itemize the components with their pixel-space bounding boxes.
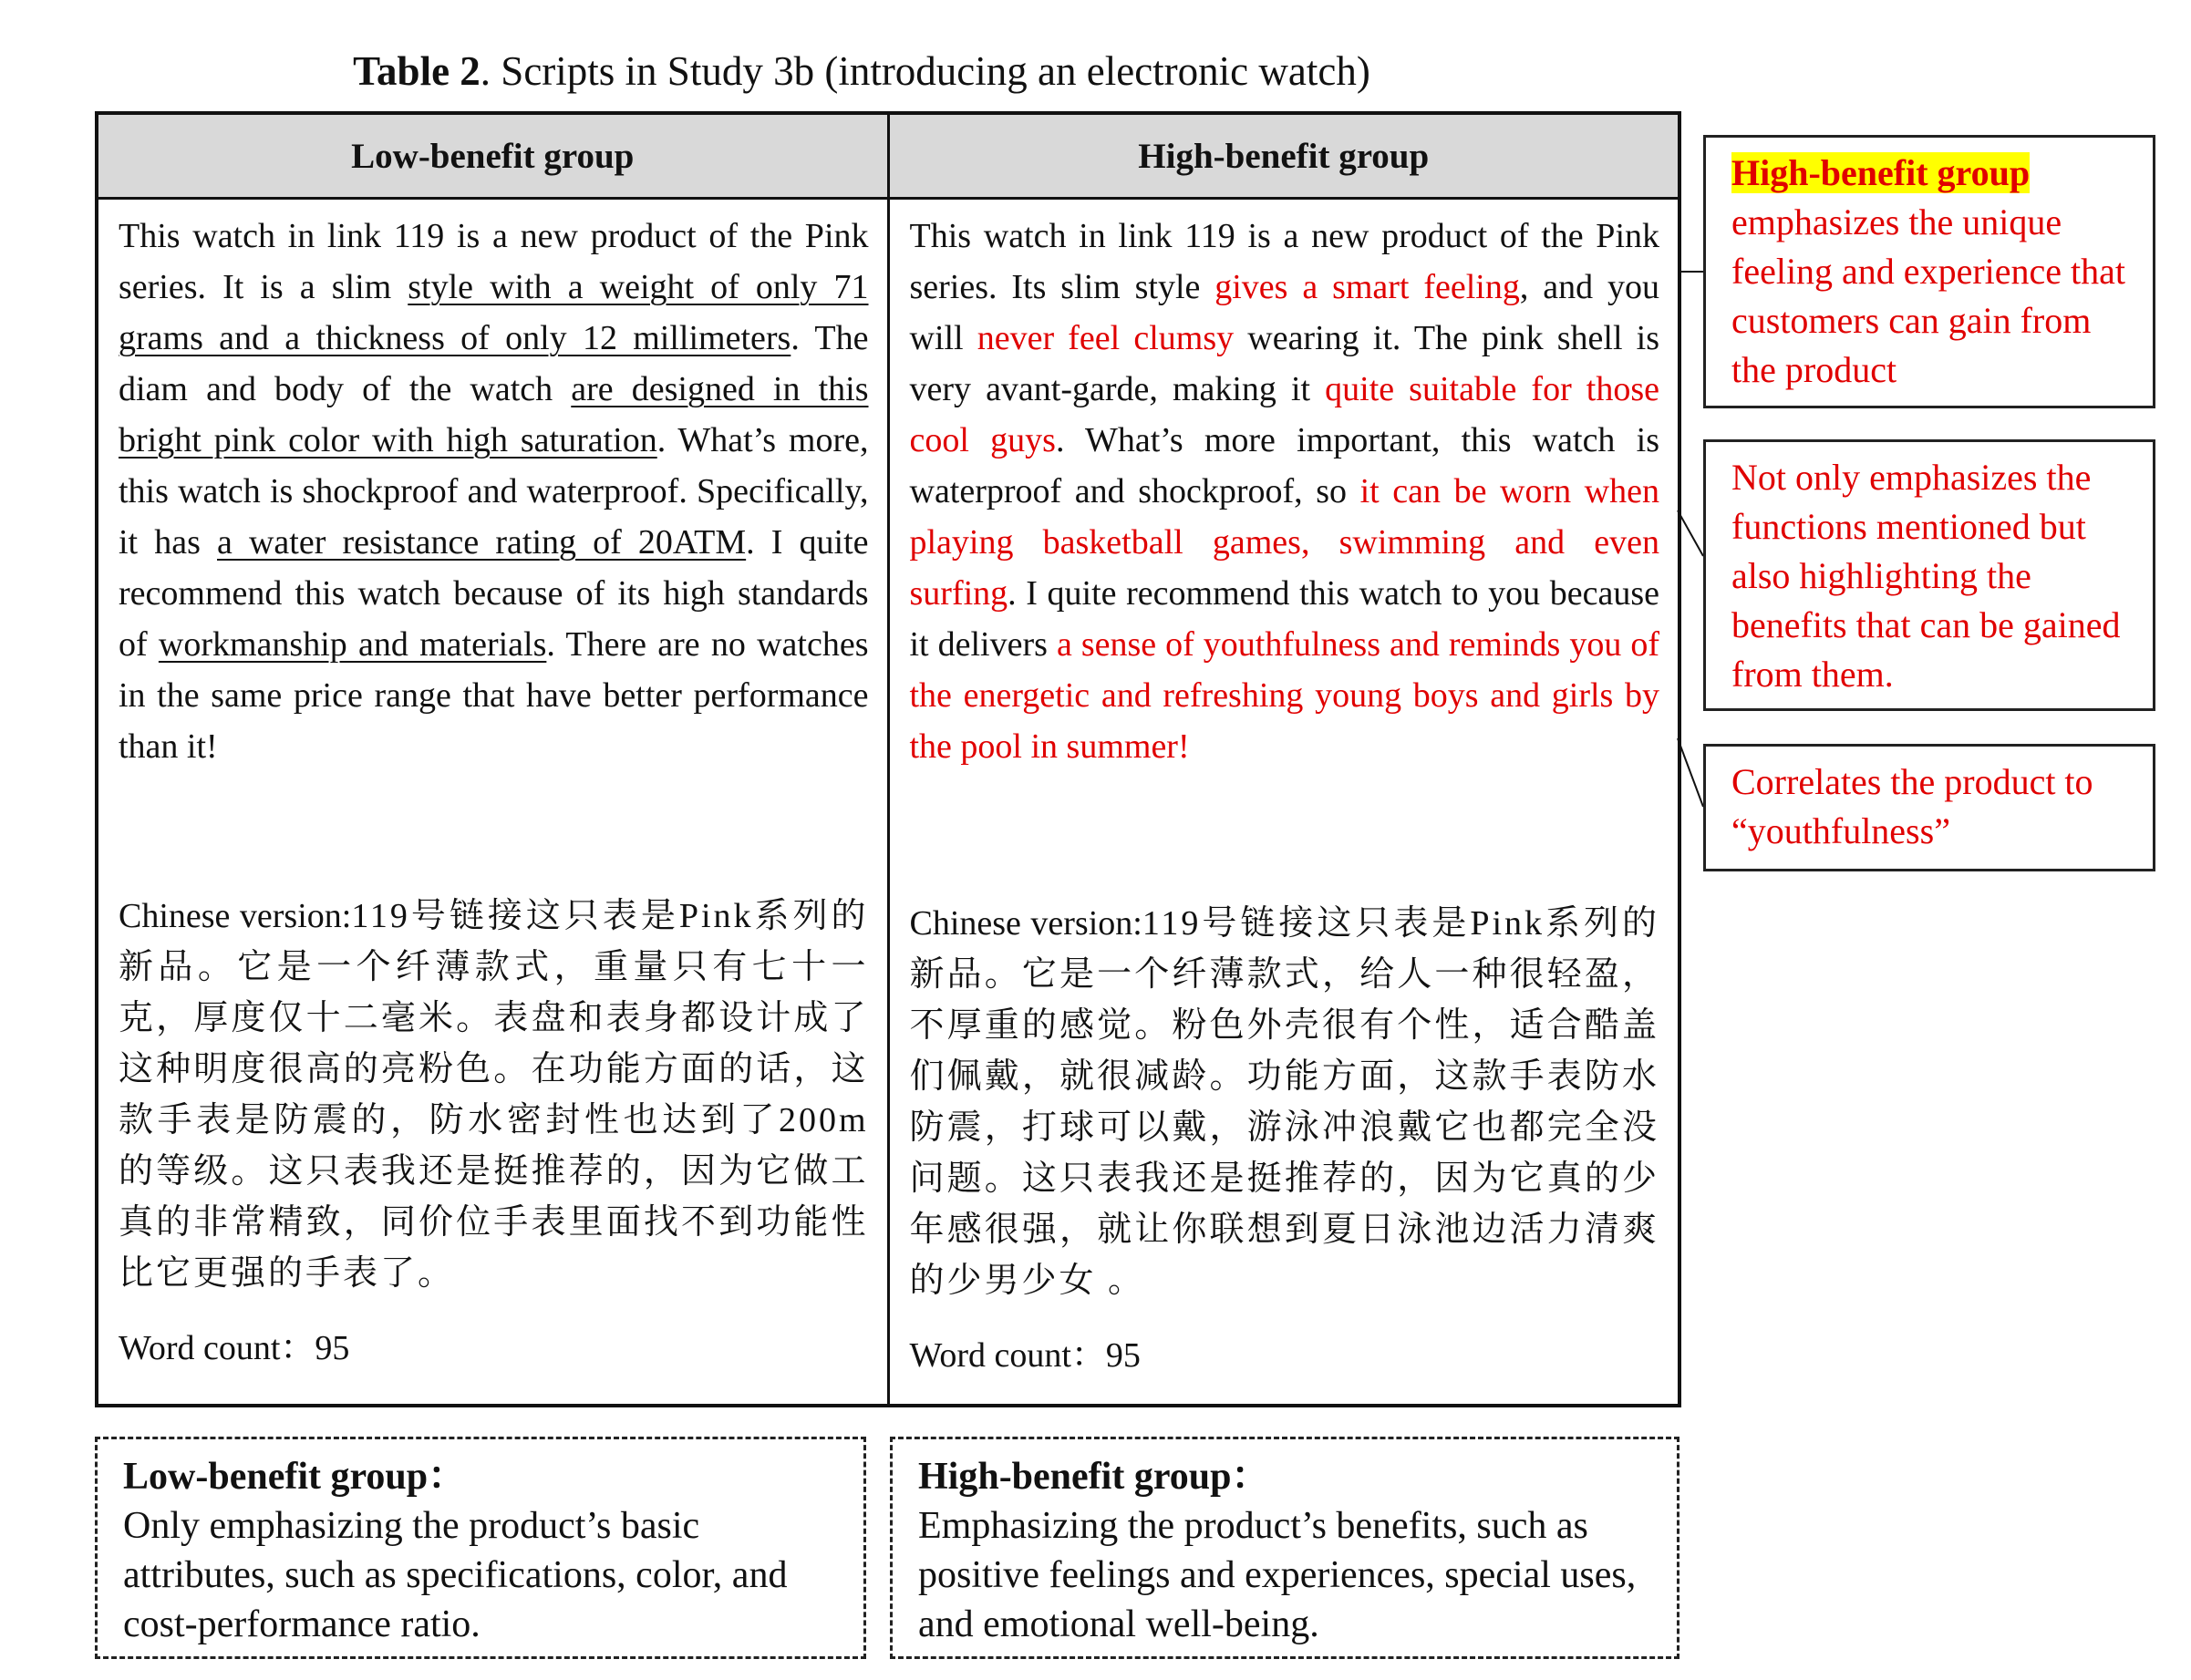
high-cn-text: 119号链接这只表是Pink系列的新品。它是一个纤薄款式，给人一种很轻盈，不厚重的感觉。粉色外壳很有个性，适合酷盖们佩戴，就很减龄。功能方面，这款手表防水防震，打球可以戴，游泳冲浪戴它也都完全没问题。这只表我还是挺推荐的，因为它真的少年感很强，就让你联想到夏日泳池边活力清爽的少男少女 。 [909, 904, 1659, 1300]
script-text: . There are no watches in the same price range that have better performance than it! [119, 625, 869, 766]
summary-high-text: Emphasizing the product’s benefits, such as positive feelings and experiences, special uses, and emotional well-being. [918, 1505, 1637, 1645]
note-3-text: Correlates the product to “youthfulness” [1731, 761, 2093, 851]
script-text: . I quite recommend this watch to you because it delivers [909, 574, 1659, 664]
script-text: This watch in link 119 is a new product of the Pink series. It is a slim [119, 217, 869, 306]
benefit-phrase: never feel clumsy [977, 319, 1235, 357]
script-text: . I quite recommend this watch because of its high standards of [119, 523, 869, 664]
summary-high-benefit [890, 1437, 1679, 1659]
note-high-benefit [1703, 135, 2155, 408]
benefit-phrase: it can be worn when playing basketball games, swimming and even surfing [909, 472, 1659, 613]
underlined-phrase: workmanship and materials [158, 625, 547, 664]
summary-low-title: Low-benefit group： [123, 1456, 467, 1498]
low-word-count: Word count：95 [119, 1329, 350, 1367]
script-text: . What’s more, this watch is shockproof and waterproof. Specifically, it has [119, 421, 869, 562]
note-functions-benefits [1703, 439, 2155, 711]
script-text: . The diam and body of the watch [119, 319, 869, 408]
note-2-text: Not only emphasizes the functions mentioned but also highlighting the benefits that can be gained from them. [1731, 457, 2121, 695]
script-text: This watch in link 119 is a new product of the Pink series. Its slim style [909, 217, 1659, 306]
summary-low-benefit [95, 1437, 866, 1659]
summary-high-title: High-benefit group： [918, 1456, 1270, 1498]
header-high-benefit: High-benefit group [888, 113, 1679, 199]
low-cn-label: Chinese version: [119, 897, 352, 935]
note-1-text: emphasizes the unique feeling and experience that customers can gain from the product [1731, 201, 2125, 390]
script-text: . What’s more important, this watch is waterproof and shockproof, so [909, 421, 1659, 510]
low-cn-text: 119号链接这只表是Pink系列的新品。它是一个纤薄款式，重量只有七十一克，厚度仅十二毫米。表盘和表身都设计成了这种明度很高的亮粉色。在功能方面的话，这款手表是防震的，防水密封性也达到了200m的等级。这只表我还是挺推荐的，因为它做工真的非常精致，同价位手表里面找不到功能性比它更强的手表了。 [119, 897, 869, 1293]
connector-line-2 [1678, 510, 1703, 556]
benefit-phrase: gives a smart feeling [1214, 268, 1520, 306]
underlined-phrase: style with a weight of only 71 grams and a thickness of only 12 millimeters [119, 268, 869, 357]
underlined-phrase: a water resistance rating of 20ATM [217, 523, 747, 562]
underlined-phrase: are designed in this bright pink color with high saturation [119, 370, 869, 459]
note-youthfulness [1703, 744, 2155, 871]
high-cn-label: Chinese version: [909, 904, 1142, 943]
note-highlight-label: High-benefit group [1731, 152, 2031, 193]
benefit-phrase: a sense of youthfulness and reminds you of the energetic and refreshing young boys and girls by the pool in summer! [909, 625, 1659, 766]
high-word-count: Word count：95 [909, 1336, 1141, 1375]
header-low-benefit: Low-benefit group [97, 113, 888, 199]
summary-low-text: Only emphasizing the product’s basic attributes, such as specifications, color, and cost-performance ratio. [123, 1505, 788, 1645]
caption-text: . Scripts in Study 3b (introducing an electronic watch) [480, 48, 1370, 94]
benefit-phrase: quite suitable for those cool guys [909, 370, 1659, 459]
script-text: wearing it. The pink shell is very avant-garde, making it [909, 319, 1659, 408]
script-text: , and you will [909, 268, 1659, 357]
caption-label: Table 2 [353, 48, 481, 94]
connector-line-3 [1678, 738, 1703, 807]
